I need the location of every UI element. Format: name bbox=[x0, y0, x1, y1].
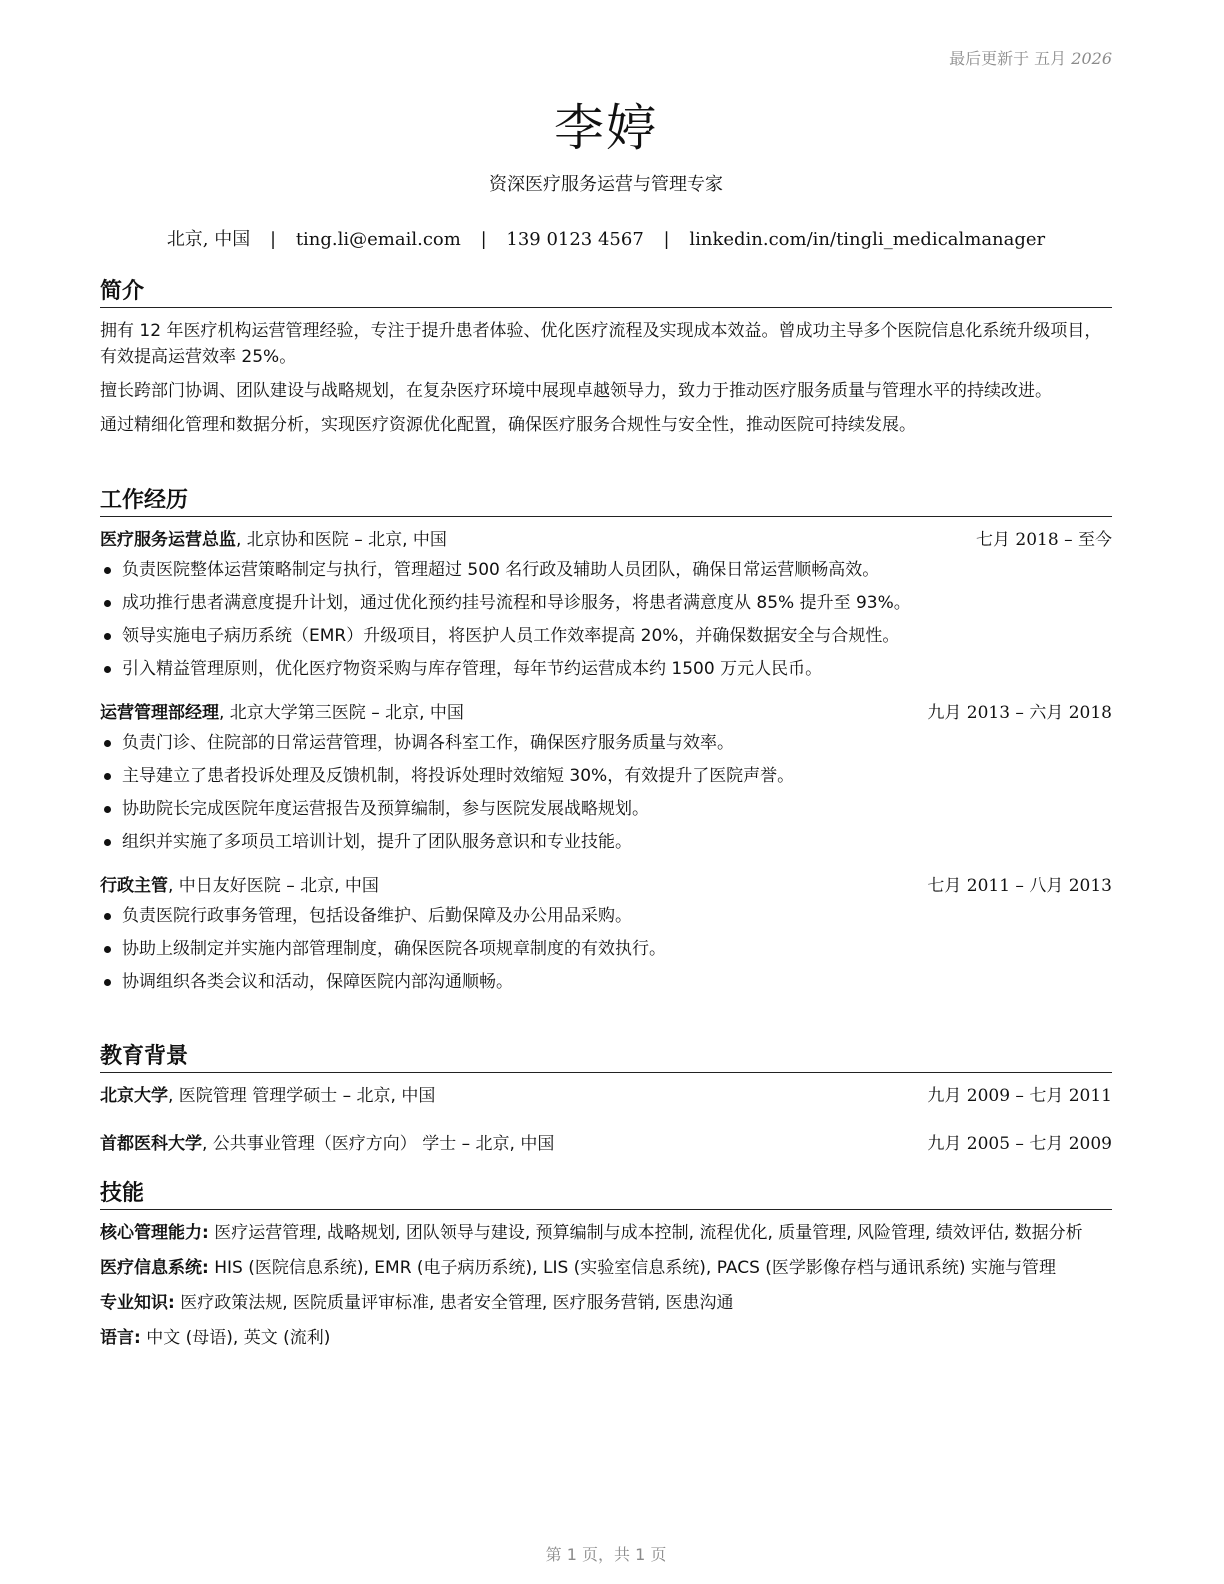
candidate-name: 李婷 bbox=[554, 99, 658, 157]
education-detail: , 医院管理 管理学硕士 – 北京, 中国 bbox=[168, 1086, 436, 1106]
skill-value: 医疗运营管理, 战略规划, 团队领导与建设, 预算编制与成本控制, 流程优化, 质量管理, 风险管理, 绩效评估, 数据分析 bbox=[208, 1223, 1083, 1243]
skill-label: 核心管理能力: bbox=[100, 1223, 209, 1243]
bullet-item: 领导实施电子病历系统（EMR）升级项目，将医护人员工作效率提高 20%，并确保数据安全与合规性。 bbox=[100, 623, 1112, 649]
section-title-experience: 工作经历 bbox=[100, 487, 1112, 517]
job-bullets bbox=[100, 557, 1112, 682]
education-section bbox=[100, 1043, 1112, 1179]
education-date: 九月 2009 – 七月 2011 bbox=[927, 1086, 1112, 1106]
job-date: 九月 2013 – 六月 2018 bbox=[927, 703, 1112, 723]
education-detail: , 公共事业管理（医疗方向） 学士 – 北京, 中国 bbox=[202, 1134, 555, 1154]
job-org: , 北京协和医院 – 北京, 中国 bbox=[236, 530, 447, 550]
contact-separator: | bbox=[663, 229, 670, 250]
contact-linkedin[interactable]: linkedin.com/in/tingli_medicalmanager bbox=[689, 229, 1046, 250]
contact-line bbox=[100, 225, 1112, 251]
skills-section bbox=[100, 1180, 1112, 1360]
job-header bbox=[100, 700, 1112, 726]
candidate-title: 资深医疗服务运营与管理专家 bbox=[489, 174, 723, 195]
summary-section bbox=[100, 278, 1112, 446]
skill-row bbox=[100, 1325, 1112, 1351]
education-date: 九月 2005 – 七月 2009 bbox=[927, 1134, 1112, 1154]
skill-value: 医疗政策法规, 医院质量评审标准, 患者安全管理, 医疗服务营销, 医患沟通 bbox=[174, 1293, 734, 1313]
job-date: 七月 2018 – 至今 bbox=[976, 530, 1112, 550]
section-title-summary: 简介 bbox=[100, 278, 1112, 308]
job-bullets bbox=[100, 903, 1112, 995]
summary-paragraph: 拥有 12 年医疗机构运营管理经验，专注于提升患者体验、优化医疗流程及实现成本效益。曾成功主导多个医院信息化系统升级项目，有效提高运营效率 25%。 bbox=[100, 321, 1102, 367]
last-updated bbox=[949, 46, 1112, 69]
job-entry bbox=[100, 527, 1112, 682]
job-date: 七月 2011 – 八月 2013 bbox=[927, 876, 1112, 896]
education-entry bbox=[100, 1131, 1112, 1157]
bullet-item: 负责门诊、住院部的日常运营管理，协调各科室工作，确保医疗服务质量与效率。 bbox=[100, 730, 1112, 756]
last-updated-year: 2026 bbox=[1071, 49, 1112, 68]
job-header bbox=[100, 873, 1112, 899]
skill-row bbox=[100, 1220, 1112, 1246]
skill-row bbox=[100, 1255, 1112, 1281]
bullet-item: 协助院长完成医院年度运营报告及预算编制，参与医院发展战略规划。 bbox=[100, 796, 1112, 822]
job-org: , 中日友好医院 – 北京, 中国 bbox=[168, 876, 379, 896]
resume-page bbox=[100, 40, 1112, 1564]
skill-row bbox=[100, 1290, 1112, 1316]
job-bullets bbox=[100, 730, 1112, 855]
job-role: 运营管理部经理 bbox=[100, 703, 219, 723]
bullet-item: 组织并实施了多项员工培训计划，提升了团队服务意识和专业技能。 bbox=[100, 829, 1112, 855]
experience-section bbox=[100, 487, 1112, 1013]
education-entry bbox=[100, 1083, 1112, 1109]
bullet-item: 负责医院行政事务管理，包括设备维护、后勤保障及办公用品采购。 bbox=[100, 903, 1112, 929]
last-updated-label: 最后更新于 五月 bbox=[949, 49, 1067, 68]
education-school: 首都医科大学 bbox=[100, 1134, 202, 1154]
summary-paragraph: 擅长跨部门协调、团队建设与战略规划，在复杂医疗环境中展现卓越领导力，致力于推动医疗服务质量与管理水平的持续改进。 bbox=[100, 381, 1052, 401]
job-org: , 北京大学第三医院 – 北京, 中国 bbox=[219, 703, 464, 723]
contact-separator: | bbox=[270, 229, 277, 250]
bullet-item: 引入精益管理原则，优化医疗物资采购与库存管理，每年节约运营成本约 1500 万元人民币。 bbox=[100, 656, 1112, 682]
contact-location: 北京, 中国 bbox=[166, 229, 251, 250]
bullet-item: 主导建立了患者投诉处理及反馈机制，将投诉处理时效缩短 30%，有效提升了医院声誉。 bbox=[100, 763, 1112, 789]
skill-label: 语言: bbox=[100, 1328, 141, 1348]
bullet-item: 协调组织各类会议和活动，保障医院内部沟通顺畅。 bbox=[100, 969, 1112, 995]
job-role: 行政主管 bbox=[100, 876, 168, 896]
job-entry bbox=[100, 700, 1112, 855]
job-role: 医疗服务运营总监 bbox=[100, 530, 236, 550]
skill-value: HIS (医院信息系统), EMR (电子病历系统), LIS (实验室信息系统), PACS (医学影像存档与通讯系统) 实施与管理 bbox=[208, 1258, 1056, 1278]
contact-separator: | bbox=[480, 229, 487, 250]
job-header bbox=[100, 527, 1112, 553]
section-title-education: 教育背景 bbox=[100, 1043, 1112, 1073]
page-number: 第 1 页，共 1 页 bbox=[545, 1545, 667, 1564]
bullet-item: 负责医院整体运营策略制定与执行，管理超过 500 名行政及辅助人员团队，确保日常运营顺畅高效。 bbox=[100, 557, 1112, 583]
summary-paragraph: 通过精细化管理和数据分析，实现医疗资源优化配置，确保医疗服务合规性与安全性，推动医院可持续发展。 bbox=[100, 415, 916, 435]
job-entry bbox=[100, 873, 1112, 995]
contact-phone: 139 0123 4567 bbox=[506, 229, 644, 250]
skill-value: 中文 (母语), 英文 (流利) bbox=[140, 1328, 331, 1348]
bullet-item: 成功推行患者满意度提升计划，通过优化预约挂号流程和导诊服务，将患者满意度从 85% 提升至 93%。 bbox=[100, 590, 1112, 616]
bullet-item: 协助上级制定并实施内部管理制度，确保医院各项规章制度的有效执行。 bbox=[100, 936, 1112, 962]
education-school: 北京大学 bbox=[100, 1086, 168, 1106]
skill-label: 医疗信息系统: bbox=[100, 1258, 209, 1278]
contact-email[interactable]: ting.li@email.com bbox=[295, 229, 461, 250]
skill-label: 专业知识: bbox=[100, 1293, 175, 1313]
section-title-skills: 技能 bbox=[100, 1180, 1112, 1210]
